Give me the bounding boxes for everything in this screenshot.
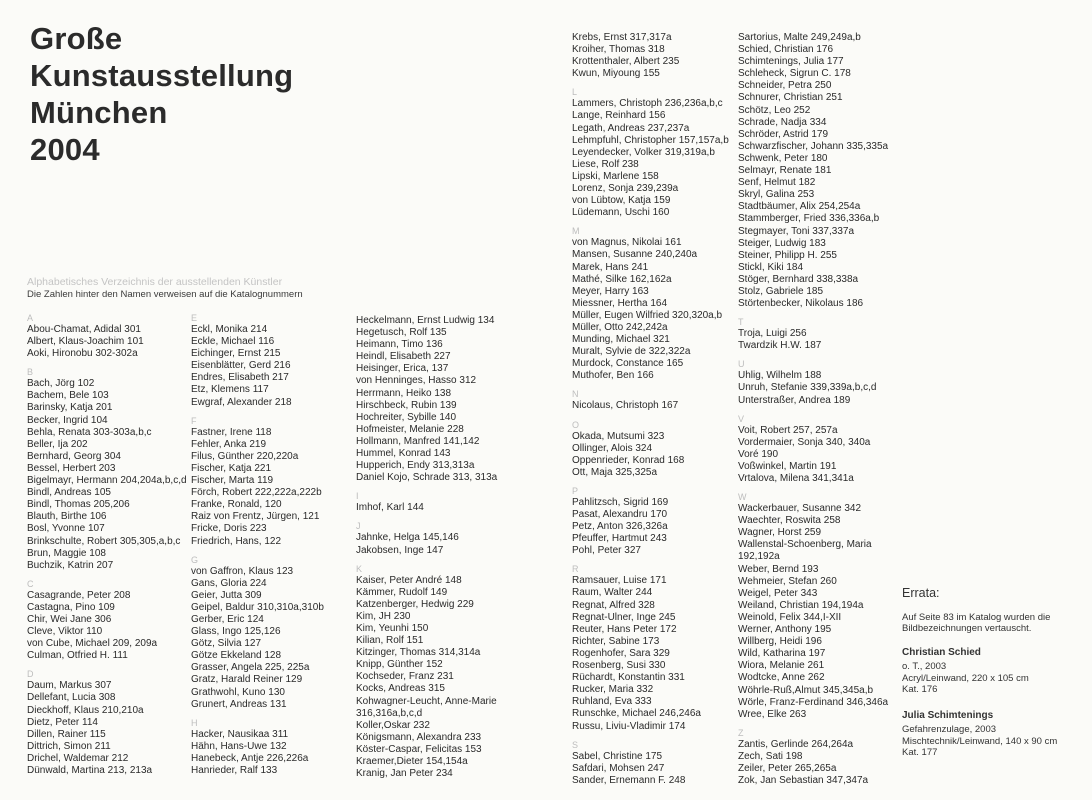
index-entry: Knipp, Günther 152 <box>356 659 443 671</box>
index-entry: Stadtbäumer, Alix 254,254a <box>738 201 861 213</box>
index-entry: Eckle, Michael 116 <box>191 336 275 348</box>
index-entry: Hanrieder, Ralf 133 <box>191 765 278 776</box>
errata-work-line: o. T., 2003 <box>902 661 947 672</box>
index-entry: Wodtcke, Anne 262 <box>738 672 825 684</box>
index-entry: Schied, Christian 176 <box>738 44 834 56</box>
index-entry: Wree, Elke 263 <box>738 708 807 720</box>
index-entry: Wagner, Horst 259 <box>738 527 822 539</box>
index-entry: Kroiher, Thomas 318 <box>572 44 665 56</box>
index-entry: Grathwohl, Kuno 130 <box>191 686 285 698</box>
index-entry: Etz, Klemens 117 <box>191 384 269 396</box>
index-entry: Kim, JH 230 <box>356 610 411 622</box>
index-entry: Bindl, Thomas 205,206 <box>27 499 130 511</box>
index-entry: Castagna, Pino 109 <box>27 601 115 613</box>
index-entry: Dillen, Rainer 115 <box>27 728 106 740</box>
index-entry: Voré 190 <box>738 448 779 460</box>
index-letter: G <box>191 554 199 565</box>
index-entry: Lorenz, Sonja 239,239a <box>572 183 679 195</box>
index-entry: Buchzik, Katrin 207 <box>27 559 114 571</box>
errata-heading: Errata: <box>902 586 940 600</box>
index-entry: Selmayr, Renate 181 <box>738 165 832 177</box>
index-entry: Jahnke, Helga 145,146 <box>356 532 459 544</box>
index-entry: Wöhrle-Ruß,Almut 345,345a,b <box>738 684 874 696</box>
index-column-5 <box>738 32 898 787</box>
index-entry: Voit, Robert 257, 257a <box>738 424 838 436</box>
index-entry: Götze Ekkeland 128 <box>191 650 282 662</box>
index-column-1 <box>27 313 192 777</box>
index-entry: Kranig, Jan Peter 234 <box>356 768 453 780</box>
index-entry: Voßwinkel, Martin 191 <box>738 460 837 472</box>
errata-work-line: Kat. 176 <box>902 684 938 695</box>
index-entry: Schwarzfischer, Johann 335,335a <box>738 140 889 152</box>
errata-artist: Christian Schied <box>902 646 981 658</box>
index-letter: R <box>572 564 579 575</box>
index-entry: von Cube, Michael 209, 209a <box>27 638 158 650</box>
index-entry: Runschke, Michael 246,246a <box>572 708 701 720</box>
index-entry: Rucker, Maria 332 <box>572 684 654 696</box>
title-line: 2004 <box>30 132 100 167</box>
index-entry: Unterstraßer, Andrea 189 <box>738 394 851 406</box>
index-letter: N <box>572 389 579 400</box>
index-letter: C <box>27 578 34 589</box>
index-entry: Kochseder, Franz 231 <box>356 671 454 683</box>
index-entry: Leyendecker, Volker 319,319a,b <box>572 146 715 158</box>
index-entry: Ott, Maja 325,325a <box>572 466 658 478</box>
index-entry: Eichinger, Ernst 215 <box>191 348 281 360</box>
index-entry: Brun, Maggie 108 <box>27 547 106 559</box>
index-entry: Ramsauer, Luise 171 <box>572 575 667 587</box>
index-entry: Munding, Michael 321 <box>572 334 670 346</box>
index-entry: Skryl, Galina 253 <box>738 189 815 201</box>
index-entry: Beller, Ija 202 <box>27 438 88 450</box>
index-subheading: Die Zahlen hinter den Namen verweisen auf die Katalognummern <box>27 289 303 300</box>
index-entry: Schimtenings, Julia 177 <box>738 56 844 68</box>
index-entry: Waechter, Roswita 258 <box>738 515 841 527</box>
index-entry: Regnat, Alfred 328 <box>572 599 655 611</box>
index-entry: Daum, Markus 307 <box>27 680 112 692</box>
index-entry: Rüchardt, Konstantin 331 <box>572 672 685 684</box>
index-entry: Zantis, Gerlinde 264,264a <box>738 738 854 750</box>
index-entry: Ruhland, Eva 333 <box>572 696 652 708</box>
index-entry: Müller, Eugen Wilfried 320,320a,b <box>572 309 723 321</box>
index-entry: Wehmeier, Stefan 260 <box>738 575 837 587</box>
index-intro <box>27 276 303 300</box>
index-entry: Okada, Mutsumi 323 <box>572 430 665 442</box>
index-entry: Wild, Katharina 197 <box>738 648 826 660</box>
index-entry: Mansen, Susanne 240,240a <box>572 249 698 261</box>
index-letter: J <box>356 521 361 532</box>
index-letter: I <box>356 491 359 502</box>
index-entry: Meyer, Harry 163 <box>572 285 649 297</box>
index-entry: Stammberger, Fried 336,336a,b <box>738 213 880 225</box>
index-entry: Kwun, Miyoung 155 <box>572 68 660 80</box>
index-entry: Müller, Otto 242,242a <box>572 321 668 333</box>
index-entry: Marek, Hans 241 <box>572 261 649 273</box>
index-heading: Alphabetisches Verzeichnis der ausstellenden Künstler <box>27 276 283 288</box>
index-column-2 <box>191 313 356 777</box>
index-entry: Dittrich, Simon 211 <box>27 740 111 752</box>
index-entry: Kocks, Andreas 315 <box>356 683 445 695</box>
index-entry: Hollmann, Manfred 141,142 <box>356 435 480 447</box>
index-entry: Schneider, Petra 250 <box>738 80 832 92</box>
index-entry: von Lübtow, Katja 159 <box>572 195 671 207</box>
index-entry: Werner, Anthony 195 <box>738 624 832 636</box>
index-entry: Sabel, Christine 175 <box>572 750 663 762</box>
index-entry: Oppenrieder, Konrad 168 <box>572 454 685 466</box>
index-entry: Lehmpfuhl, Christopher 157,157a,b <box>572 134 729 146</box>
index-entry: Kaiser, Peter André 148 <box>356 574 462 586</box>
index-entry: Becker, Ingrid 104 <box>27 414 108 426</box>
index-entry: Reuter, Hans Peter 172 <box>572 623 677 635</box>
index-entry: Drichel, Waldemar 212 <box>27 752 129 764</box>
index-entry: Hirschbeck, Rubin 139 <box>356 399 457 411</box>
index-entry: Filus, Günther 220,220a <box>191 450 299 462</box>
index-entry: Abou-Chamat, Adidal 301 <box>27 324 141 335</box>
index-entry: Russu, Liviu-Vladimir 174 <box>572 720 686 732</box>
errata-work-line: Mischtechnik/Leinwand, 140 x 90 cm <box>902 735 1058 747</box>
index-entry: Zeiler, Peter 265,265a <box>738 762 837 774</box>
index-entry: Chir, Wei Jane 306 <box>27 613 112 625</box>
index-entry: Imhof, Karl 144 <box>356 502 424 514</box>
index-entry: Heimann, Timo 136 <box>356 339 443 351</box>
index-entry: Königsmann, Alexandra 233 <box>356 731 482 743</box>
index-entry: Schwenk, Peter 180 <box>738 152 828 164</box>
index-entry: Franke, Ronald, 120 <box>191 499 282 511</box>
index-entry: Bigelmayr, Hermann 204,204a,b,c,d <box>27 475 187 487</box>
index-entry: Twardzik H.W. 187 <box>738 340 822 352</box>
title-line: Kunstausstellung <box>30 58 294 93</box>
index-entry: Pohl, Peter 327 <box>572 545 641 557</box>
index-entry: Hupperich, Endy 313,313a <box>356 460 475 472</box>
index-letter: V <box>738 413 745 424</box>
index-entry: Safdari, Mohsen 247 <box>572 762 665 774</box>
page-title <box>30 20 293 168</box>
index-entry: Endres, Elisabeth 217 <box>191 372 289 384</box>
index-entry: Wallenstal-Schoenberg, Maria 192,192a <box>738 539 872 563</box>
index-entry: Rosenberg, Susi 330 <box>572 660 666 672</box>
index-entry: Regnat-Ulner, Inge 245 <box>572 611 676 623</box>
index-letter: M <box>572 226 580 237</box>
index-entry: Stegmayer, Toni 337,337a <box>738 225 855 237</box>
index-entry: Dünwald, Martina 213, 213a <box>27 765 153 776</box>
index-entry: Barinsky, Katja 201 <box>27 402 113 414</box>
index-entry: Troja, Luigi 256 <box>738 328 807 340</box>
index-letter: F <box>191 415 197 426</box>
index-entry: Dietz, Peter 114 <box>27 716 98 728</box>
index-entry: Senf, Helmut 182 <box>738 177 816 189</box>
index-entry: Glass, Ingo 125,126 <box>191 626 281 638</box>
index-entry: Sartorius, Malte 249,249a,b <box>738 32 861 43</box>
index-entry: Sander, Ernemann F. 248 <box>572 774 686 786</box>
index-entry: Unruh, Stefanie 339,339a,b,c,d <box>738 382 877 394</box>
index-entry: Vordermaier, Sonja 340, 340a <box>738 436 871 448</box>
index-entry: Kohwagner-Leucht, Anne-Marie 316,316a,b,c,d <box>356 695 497 719</box>
index-entry: Köster-Caspar, Felicitas 153 <box>356 743 482 755</box>
index-entry: Gerber, Eric 124 <box>191 613 264 625</box>
index-column-3 <box>356 315 526 780</box>
index-entry: Liese, Rolf 238 <box>572 158 639 170</box>
index-entry: Rogenhofer, Sara 329 <box>572 647 670 659</box>
index-entry: Bindl, Andreas 105 <box>27 487 111 499</box>
index-entry: Bach, Jörg 102 <box>27 378 95 390</box>
index-entry: Steiner, Philipp H. 255 <box>738 249 837 261</box>
index-entry: Hähn, Hans-Uwe 132 <box>191 740 287 752</box>
index-entry: Götz, Silvia 127 <box>191 638 262 650</box>
errata-note: Auf Seite 83 im Katalog wurden die Bildbezeichnungen vertauscht. <box>902 611 1051 634</box>
index-entry: Pasat, Alexandru 170 <box>572 509 668 520</box>
index-entry: Weiland, Christian 194,194a <box>738 599 864 611</box>
index-entry: Steiger, Ludwig 183 <box>738 237 826 249</box>
errata-box <box>902 588 1077 773</box>
index-entry: Willberg, Heidi 196 <box>738 636 822 648</box>
index-entry: Fehler, Anka 219 <box>191 438 267 450</box>
index-entry: Weber, Bernd 193 <box>738 563 819 575</box>
index-letter: D <box>27 669 34 680</box>
index-entry: von Gaffron, Klaus 123 <box>191 565 294 577</box>
index-entry: Bessel, Herbert 203 <box>27 462 116 474</box>
index-entry: Richter, Sabine 173 <box>572 635 660 647</box>
index-letter: T <box>738 317 744 328</box>
index-letter: A <box>27 313 34 323</box>
index-entry: Culman, Otfried H. 111 <box>27 650 128 662</box>
index-letter: L <box>572 87 578 98</box>
index-entry: Blauth, Birthe 106 <box>27 511 107 523</box>
index-entry: Störtenbecker, Nikolaus 186 <box>738 298 864 310</box>
index-letter: E <box>191 313 198 323</box>
index-entry: Lammers, Christoph 236,236a,b,c <box>572 98 723 110</box>
index-entry: Koller,Oskar 232 <box>356 719 430 731</box>
title-line: München <box>30 95 168 130</box>
index-entry: Albert, Klaus-Joachim 101 <box>27 336 144 348</box>
index-entry: Kim, Yeunhi 150 <box>356 622 429 634</box>
index-entry: Herrmann, Heiko 138 <box>356 387 452 399</box>
index-entry: Dieckhoff, Klaus 210,210a <box>27 704 144 716</box>
index-entry: Daniel Kojo, Schrade 313, 313a <box>356 472 498 484</box>
index-column-4 <box>572 32 732 787</box>
index-entry: Pfeuffer, Hartmut 243 <box>572 533 667 545</box>
index-entry: Vrtalova, Milena 341,341a <box>738 473 854 484</box>
index-entry: Fischer, Katja 221 <box>191 462 272 474</box>
index-entry: Raiz von Frentz, Jürgen, 121 <box>191 511 320 523</box>
index-letter: B <box>27 367 34 378</box>
index-entry: von Henninges, Hasso 312 <box>356 375 477 387</box>
index-entry: Pahlitzsch, Sigrid 169 <box>572 496 669 508</box>
index-entry: Geipel, Baldur 310,310a,310b <box>191 601 324 613</box>
index-entry: Heckelmann, Ernst Ludwig 134 <box>356 315 495 326</box>
index-entry: Weigel, Peter 343 <box>738 587 818 599</box>
index-entry: Fastner, Irene 118 <box>191 426 272 438</box>
index-entry: Dellefant, Lucia 308 <box>27 692 116 704</box>
index-entry: Gans, Gloria 224 <box>191 577 267 589</box>
index-entry: Bachem, Bele 103 <box>27 390 109 402</box>
index-entry: Behla, Renata 303-303a,b,c <box>27 426 152 438</box>
index-entry: Kitzinger, Thomas 314,314a <box>356 647 481 659</box>
index-entry: Murdock, Constance 165 <box>572 358 684 370</box>
index-entry: Wörle, Franz-Ferdinand 346,346a <box>738 696 889 708</box>
index-entry: Stöger, Bernhard 338,338a <box>738 273 859 285</box>
index-entry: Grasser, Angela 225, 225a <box>191 662 310 674</box>
index-entry: Uhlig, Wilhelm 188 <box>738 370 822 382</box>
index-entry: Aoki, Hironobu 302-302a <box>27 348 138 360</box>
index-entry: Hanebeck, Antje 226,226a <box>191 752 309 764</box>
index-entry: Hofmeister, Melanie 228 <box>356 423 464 435</box>
errata-items <box>902 647 1077 759</box>
index-entry: Eisenblätter, Gerd 216 <box>191 360 291 372</box>
index-entry: Legath, Andreas 237,237a <box>572 122 690 134</box>
index-entry: Schrade, Nadja 334 <box>738 116 827 128</box>
index-entry: Schröder, Astrid 179 <box>738 128 829 140</box>
index-entry: Lipski, Marlene 158 <box>572 170 659 182</box>
index-entry: Fischer, Marta 119 <box>191 475 274 487</box>
index-letter: K <box>356 563 363 574</box>
index-entry: Kraemer,Dieter 154,154a <box>356 756 468 767</box>
index-entry: Krebs, Ernst 317,317a <box>572 32 672 43</box>
errata-work-line: Acryl/Leinwand, 220 x 105 cm <box>902 672 1029 684</box>
index-entry: Fricke, Doris 223 <box>191 523 267 535</box>
index-entry: Raum, Walter 244 <box>572 587 653 599</box>
index-entry: Wackerbauer, Susanne 342 <box>738 503 862 515</box>
index-entry: Bernhard, Georg 304 <box>27 450 121 462</box>
index-letter: H <box>191 717 198 728</box>
index-letter: P <box>572 485 579 496</box>
index-entry: Casagrande, Peter 208 <box>27 589 131 601</box>
index-letter: W <box>738 492 747 503</box>
index-entry: Gratz, Harald Reiner 129 <box>191 674 303 686</box>
index-letter: O <box>572 419 580 430</box>
index-entry: Lüdemann, Uschi 160 <box>572 207 670 219</box>
index-entry: Geier, Jutta 309 <box>191 589 262 601</box>
index-entry: Heindl, Elisabeth 227 <box>356 351 451 363</box>
errata-work-line: Kat. 177 <box>902 747 938 758</box>
index-entry: Schötz, Leo 252 <box>738 104 811 116</box>
index-entry: Kämmer, Rudolf 149 <box>356 586 448 598</box>
title-line: Große <box>30 21 123 56</box>
errata-work-line: Gefahrenzulage, 2003 <box>902 724 997 735</box>
index-entry: Hochreiter, Sybille 140 <box>356 411 457 423</box>
index-entry: Kilian, Rolf 151 <box>356 635 424 647</box>
index-entry: Jakobsen, Inge 147 <box>356 544 444 556</box>
index-entry: Hummel, Konrad 143 <box>356 448 451 460</box>
errata-work <box>902 724 1077 759</box>
index-entry: Schleheck, Sigrun C. 178 <box>738 68 851 80</box>
index-entry: Hacker, Nausikaa 311 <box>191 728 289 740</box>
index-letter: Z <box>738 727 744 738</box>
index-entry: Cleve, Viktor 110 <box>27 626 103 638</box>
errata-work <box>902 661 1077 696</box>
index-entry: Schnurer, Christian 251 <box>738 92 843 104</box>
index-entry: Zok, Jan Sebastian 347,347a <box>738 775 869 787</box>
index-entry: von Magnus, Nikolai 161 <box>572 237 682 249</box>
index-entry: Petz, Anton 326,326a <box>572 521 668 533</box>
index-entry: Bosl, Yvonne 107 <box>27 523 105 535</box>
index-entry: Friedrich, Hans, 122 <box>191 535 282 547</box>
index-entry: Zech, Sati 198 <box>738 750 803 762</box>
index-entry: Brinkschulte, Robert 305,305,a,b,c <box>27 535 181 547</box>
index-entry: Muralt, Sylvie de 322,322a <box>572 346 691 358</box>
index-entry: Weinold, Felix 344,I-XII <box>738 611 842 623</box>
index-entry: Lange, Reinhard 156 <box>572 110 666 122</box>
index-entry: Nicolaus, Christoph 167 <box>572 400 679 412</box>
index-entry: Hegetusch, Rolf 135 <box>356 327 447 339</box>
index-entry: Muthofer, Ben 166 <box>572 370 654 382</box>
index-entry: Eckl, Monika 214 <box>191 324 268 335</box>
index-entry: Stolz, Gabriele 185 <box>738 285 824 297</box>
index-entry: Ewgraf, Alexander 218 <box>191 396 292 408</box>
index-entry: Wiora, Melanie 261 <box>738 660 825 672</box>
index-entry: Grunert, Andreas 131 <box>191 698 287 710</box>
index-entry: Krottenthaler, Albert 235 <box>572 56 680 68</box>
index-entry: Katzenberger, Hedwig 229 <box>356 598 474 610</box>
index-letter: U <box>738 359 745 370</box>
errata-artist: Julia Schimtenings <box>902 709 994 721</box>
index-letter: S <box>572 739 579 750</box>
index-entry: Stickl, Kiki 184 <box>738 261 804 273</box>
index-entry: Heisinger, Erica, 137 <box>356 363 449 375</box>
index-entry: Miessner, Hertha 164 <box>572 297 668 309</box>
index-entry: Förch, Robert 222,222a,222b <box>191 487 322 499</box>
index-entry: Mathé, Silke 162,162a <box>572 273 672 285</box>
index-entry: Ollinger, Alois 324 <box>572 442 653 454</box>
